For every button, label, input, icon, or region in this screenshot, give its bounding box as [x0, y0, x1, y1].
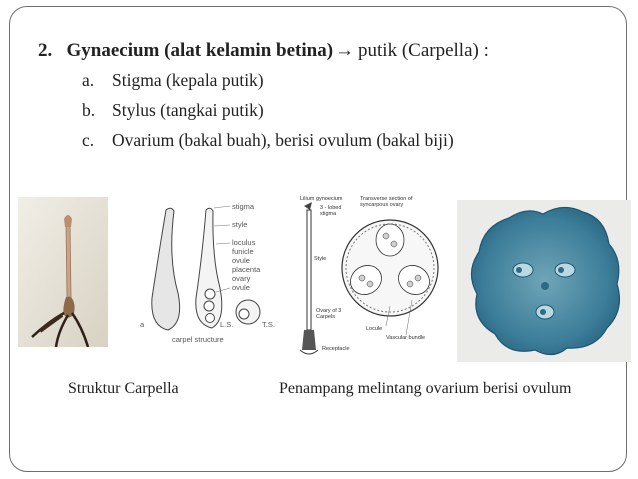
svg-text:funicle: funicle	[232, 247, 254, 256]
ovary-section-photo	[457, 200, 631, 362]
list-item: a. Stigma (kepala putik)	[82, 70, 264, 90]
svg-text:ovule: ovule	[232, 283, 250, 292]
svg-text:carpel structure: carpel structure	[172, 335, 224, 344]
right-arrow-icon: →	[335, 40, 355, 61]
svg-text:T.S.: T.S.	[262, 320, 275, 329]
svg-text:stigma: stigma	[320, 211, 337, 217]
svg-text:Locule: Locule	[366, 326, 383, 332]
svg-text:style: style	[232, 220, 248, 229]
svg-text:Receptacle: Receptacle	[322, 346, 350, 352]
carpel-structure-diagram	[138, 198, 286, 348]
svg-text:Ovary of 3: Ovary of 3	[316, 308, 342, 314]
list-item: c. Ovarium (bakal buah), berisi ovulum (bakal biji)	[82, 130, 454, 150]
svg-text:Transverse section of: Transverse section of	[360, 196, 413, 202]
svg-text:Style: Style	[314, 256, 327, 262]
lilium-section-diagram	[296, 190, 444, 362]
heading-rest-text: putik (Carpella) :	[358, 40, 489, 61]
svg-text:stigma: stigma	[232, 202, 255, 211]
caption-right: Penampang melintang ovarium berisi ovulum	[279, 380, 572, 397]
svg-text:3 - lobed: 3 - lobed	[320, 205, 342, 211]
svg-text:placenta: placenta	[232, 265, 261, 274]
svg-text:ovule: ovule	[232, 256, 250, 265]
caption-left: Struktur Carpella	[68, 380, 179, 397]
heading-number: 2.	[38, 40, 53, 61]
svg-text:a: a	[140, 320, 145, 329]
svg-text:loculus: loculus	[232, 238, 256, 247]
list-item: b. Stylus (tangkai putik)	[82, 100, 264, 120]
carpel-photo	[18, 197, 108, 347]
svg-text:L.S.: L.S.	[220, 320, 234, 329]
svg-text:Lilium gynoecium: Lilium gynoecium	[300, 196, 343, 202]
svg-text:ovary: ovary	[232, 274, 251, 283]
svg-text:syncarpous ovary: syncarpous ovary	[360, 202, 404, 208]
slide-heading	[38, 40, 489, 62]
svg-text:Carpels: Carpels	[316, 314, 335, 320]
svg-text:Vascular bundle: Vascular bundle	[386, 335, 426, 341]
heading-bold-text: Gynaecium (alat kelamin betina)	[66, 40, 334, 61]
